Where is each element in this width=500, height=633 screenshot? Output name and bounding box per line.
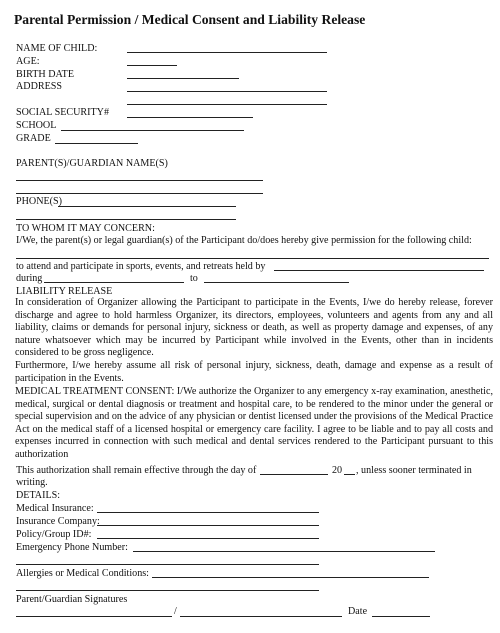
emergency-phone-label: Emergency Phone Number:	[16, 542, 128, 553]
signature-date-field[interactable]	[372, 616, 430, 617]
birth-date-label: BIRTH DATE	[16, 69, 74, 80]
permission-text: I/We, the parent(s) or legal guardian(s) of the Participant do/does hereby give permission for the following child:	[16, 235, 472, 246]
page-title: Parental Permission / Medical Consent and Liability Release	[14, 12, 366, 27]
address-field-line-2[interactable]	[127, 104, 327, 105]
insurance-field[interactable]	[97, 512, 319, 513]
child-name-field[interactable]	[127, 52, 327, 53]
release-text: In consideration of Organizer allowing the Participant to participate in the Events, I/we do hereby release, forever discharge and agree to hold harmless Organizer, its directors, employees, volunteers and agents from any and all liability, claims or demands for personal injury, sickness or death, as well as property damage and expenses, of any nature whatsoever which may be incurred by Participant while involved in the Events, other than in incidents considered to be gross negligence.	[15, 297, 493, 359]
school-field[interactable]	[61, 130, 244, 131]
age-field[interactable]	[127, 65, 177, 66]
start-date-field[interactable]	[44, 282, 184, 283]
guardian-name-field-2[interactable]	[16, 193, 263, 194]
year-prefix: 20	[332, 465, 343, 476]
child-permission-field[interactable]	[16, 258, 489, 259]
phone-field-2[interactable]	[16, 219, 236, 220]
age-label: AGE:	[16, 56, 40, 67]
ssn-label: SOCIAL SECURITY#	[16, 107, 109, 118]
during-label: during	[16, 273, 43, 284]
grade-label: GRADE	[16, 133, 51, 144]
policy-id-label: Policy/Group ID#:	[16, 529, 92, 540]
effective-year-field[interactable]	[344, 474, 355, 475]
organizer-field[interactable]	[274, 270, 484, 271]
details-heading: DETAILS:	[16, 490, 61, 501]
policy-id-field[interactable]	[97, 538, 319, 539]
signature-separator: /	[174, 606, 177, 617]
allergies-field-2[interactable]	[16, 590, 319, 591]
signatures-label: Parent/Guardian Signatures	[16, 594, 128, 605]
effective-day-field[interactable]	[260, 474, 328, 475]
address-label: ADDRESS	[16, 81, 62, 92]
phone-label: PHONE(S)	[16, 196, 62, 207]
liability-heading: LIABILITY RELEASE	[16, 286, 113, 297]
to-label: to	[190, 273, 198, 284]
effective-suffix: , unless sooner terminated in	[356, 465, 472, 476]
medical-consent-text: MEDICAL TREATMENT CONSENT: I/We authorize the Organizer to any emergency x-ray examination, anesthetic, medical, surgical or dental diagnosis or treatment and hospital care, to be rendered to the minor under the general or special supervision and on the advice of any physician or dentist licensed under the provisions of the Medical Practice Act on the medical staff of a licensed hospital or emergency care facility. I agree to be liable and to pay all costs and expenses incurred in connection with such medical and dental services rendered to the Participant pursuant to this authorization	[15, 386, 493, 460]
allergies-field[interactable]	[152, 577, 429, 578]
signature-field-2[interactable]	[180, 616, 342, 617]
emergency-phone-field[interactable]	[133, 551, 435, 552]
allergies-label: Allergies or Medical Conditions:	[16, 568, 149, 579]
assume-risk-text: Furthermore, I/we hereby assume all risk of personal injury, sickness, death, damage and expense as a result of participation in the Events.	[15, 360, 493, 384]
insurance-company-field[interactable]	[97, 525, 319, 526]
insurance-label: Medical Insurance:	[16, 503, 94, 514]
birth-date-field[interactable]	[127, 78, 239, 79]
ssn-field[interactable]	[127, 117, 253, 118]
writing-text: writing.	[16, 477, 48, 488]
address-field-line-1[interactable]	[127, 91, 327, 92]
child-name-label: NAME OF CHILD:	[16, 43, 98, 54]
attend-text: to attend and participate in sports, events, and retreats held by	[16, 261, 266, 272]
guardian-names-label: PARENT(S)/GUARDIAN NAME(S)	[16, 158, 168, 169]
school-label: SCHOOL	[16, 120, 57, 131]
effective-prefix: This authorization shall remain effective through the day of	[16, 465, 257, 476]
phone-field-1[interactable]	[58, 206, 236, 207]
greeting: TO WHOM IT MAY CONCERN:	[16, 223, 155, 234]
guardian-name-field-1[interactable]	[16, 180, 263, 181]
end-date-field[interactable]	[204, 282, 349, 283]
emergency-phone-field-2[interactable]	[16, 564, 319, 565]
insurance-company-label: Insurance Company:	[16, 516, 100, 527]
date-label: Date	[348, 606, 368, 617]
grade-field[interactable]	[55, 143, 138, 144]
signature-field-1[interactable]	[16, 616, 172, 617]
